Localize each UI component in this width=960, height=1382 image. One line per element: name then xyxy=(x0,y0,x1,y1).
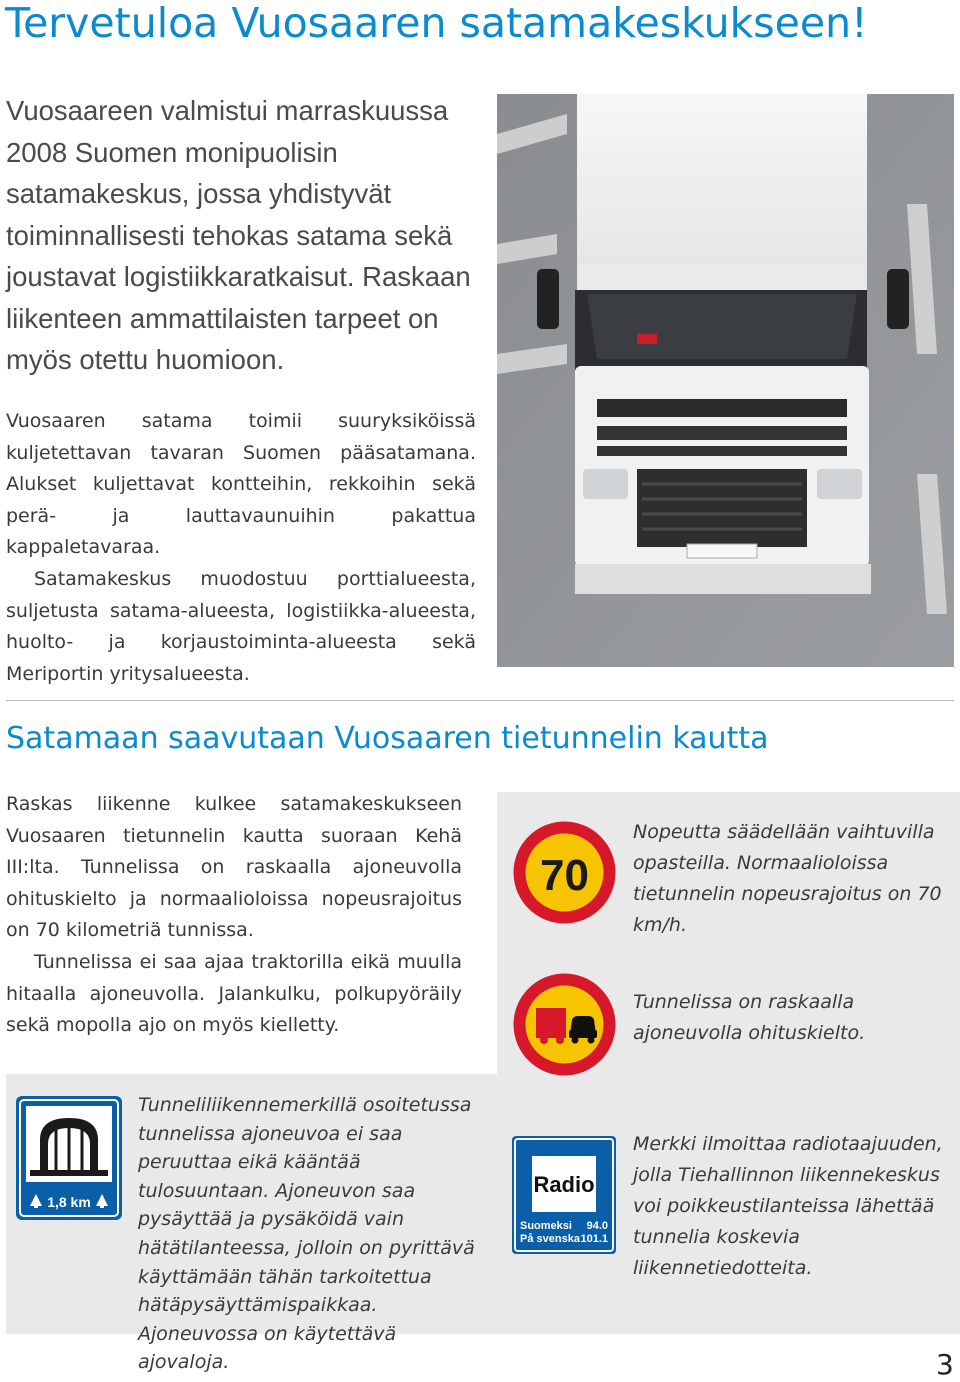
intro-lead: Vuosaareen valmistui marraskuussa 2008 Suomen monipuolisin satamakeskus, jossa yhdistyvät toiminnallisesti tehokas satama sekä joustavat logistiikkaratkaisut. Raskaan liikenteen ammattilaisten tarpeet on myös otettu huomioon. xyxy=(6,95,471,375)
radio-label: Radio xyxy=(533,1172,595,1197)
no-overtaking-sign-icon xyxy=(512,972,617,1077)
truck-illustration xyxy=(497,94,954,667)
radio-line2-frequency: 101.1 xyxy=(580,1233,608,1245)
tunnel-sign-icon xyxy=(16,1096,122,1220)
radio-sign-caption: Merkki ilmoittaa radiotaajuuden, jolla Tiehallinnon liikennekeskus voi poikkeustilanteissa lähettää tunnelia koskevia liikennetiedotteita. xyxy=(633,1133,943,1279)
page-title: Tervetuloa Vuosaaren satamakeskukseen! xyxy=(5,0,868,47)
truck-photo xyxy=(497,94,954,667)
tunnel-distance-label: 1,8 km xyxy=(47,1194,91,1210)
no-overtaking-caption: Tunnelissa on raskaalla ajoneuvolla ohituskielto. xyxy=(633,991,866,1044)
tunnel-paragraph-1: Raskas liikenne kulkee satamakeskukseen Vuosaaren tietunnelin kautta suoraan Kehä III:lta. Tunnelissa on raskaalla ajoneuvolla ohituskielto ja normaalioloissa nopeusrajoitus on 70 kilometriä tunnissa. xyxy=(6,793,462,942)
radio-sign-icon xyxy=(512,1136,616,1254)
speed-limit-value: 70 xyxy=(540,851,589,900)
radio-line2-label: På svenska xyxy=(520,1233,580,1245)
intro-paragraph-2: Satamakeskus muodostuu porttialueesta, suljetusta satama-alueesta, logistiikka-alueesta, huolto- ja korjaustoiminta-alueesta sekä Meriportin yritysalueesta. xyxy=(6,567,476,685)
section-heading: Satamaan saavutaan Vuosaaren tietunnelin kautta xyxy=(6,721,769,756)
tunnel-sign-caption: Tunneliliikennemerkillä osoitetussa tunnelissa ajoneuvoa ei saa peruuttaa eikä kääntää tulosuuntaan. Ajoneuvon saa pysäyttää ja pysäköidä vain hätätilanteessa, jolloin on pyrittävä käyttämään tähän tarkoitettua hätäpysäyttämispaikkaa. Ajoneuvossa on käytettävä ajovaloja. xyxy=(138,1094,475,1374)
speed-limit-caption: Nopeutta säädellään vaihtuvilla opasteilla. Normaalioloissa tietunnelin nopeusrajoitus on 70 km/h. xyxy=(633,821,942,936)
tunnel-paragraph-2: Tunnelissa ei saa ajaa traktorilla eikä muulla hitaalla ajoneuvolla. Jalankulku, polkupyöräily sekä mopolla ajo on myös kielletty. xyxy=(6,950,462,1037)
radio-line1-label: Suomeksi xyxy=(520,1220,572,1232)
tunnel-body xyxy=(6,789,462,1042)
radio-line1-frequency: 94.0 xyxy=(586,1220,608,1232)
speed-limit-sign-icon xyxy=(512,820,617,925)
intro-paragraph-1: Vuosaaren satama toimii suuryksiköissä kuljetettavan tavaran Suomen pääsatamana. Alukset kuljettavat kontteihin, rekkoihin sekä perä- ja lauttavaunuihin pakattua kappaletavaraa. xyxy=(6,410,476,559)
section-divider xyxy=(6,700,954,701)
intro-body xyxy=(6,406,476,690)
page-number: 3 xyxy=(936,1348,954,1381)
